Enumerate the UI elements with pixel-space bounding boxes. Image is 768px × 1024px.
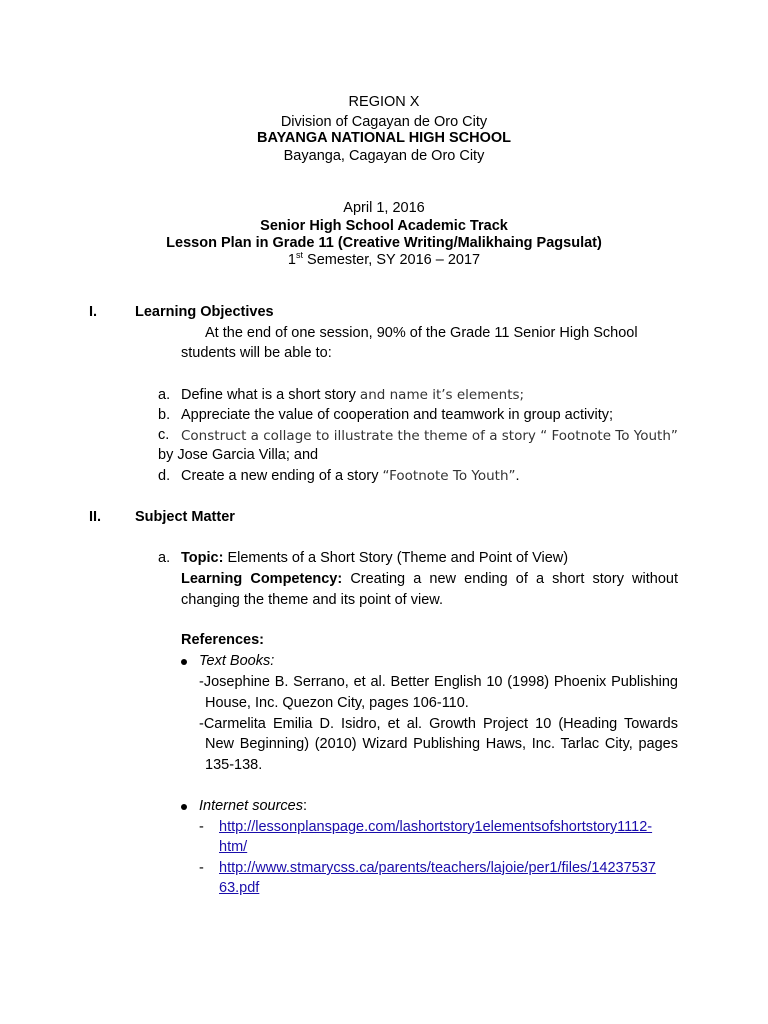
lesson-plan-title: Lesson Plan in Grade 11 (Creative Writing/Malikhaing Pagsulat): [166, 235, 602, 251]
objective-c: Construct a collage to illustrate the theme of a story “ Footnote To Youth”: [181, 428, 678, 444]
link2-dash: -: [199, 860, 204, 876]
objective-letter-a: a.: [158, 387, 171, 403]
topic-letter: a.: [158, 550, 171, 566]
school-address: Bayanga, Cagayan de Oro City: [283, 148, 485, 164]
objective-letter-b: b.: [158, 407, 171, 423]
objectives-intro-line2: students will be able to:: [181, 345, 332, 361]
objectives-intro-line1: At the end of one session, 90% of the Grade 11 Senior High School: [205, 325, 638, 341]
book1-line1: -Josephine B. Serrano, et al. Better English 10 (1998) Phoenix Publishing: [199, 674, 678, 690]
book1-line2: House, Inc. Quezon City, pages 106-110.: [205, 695, 469, 711]
competency-line2: changing the theme and its point of view.: [181, 592, 443, 608]
section-numeral-1: I.: [89, 304, 98, 320]
objective-a: Define what is a short story and name it’s elements;: [181, 387, 525, 403]
lesson-date: April 1, 2016: [343, 200, 425, 216]
section-numeral-2: II.: [89, 509, 102, 525]
textbooks-label: Text Books:: [199, 653, 275, 669]
book2-line1: -Carmelita Emilia D. Isidro, et al. Growth Project 10 (Heading Towards: [199, 716, 678, 732]
section-title-objectives: Learning Objectives: [135, 304, 274, 320]
internet-link-2-cont[interactable]: 63.pdf: [219, 880, 260, 896]
region-heading: REGION X: [348, 94, 420, 110]
objective-d: Create a new ending of a story “Footnote To Youth”.: [181, 468, 520, 484]
objective-c-continued: by Jose Garcia Villa; and: [158, 447, 319, 463]
internet-link-1-cont[interactable]: htm/: [219, 839, 248, 855]
objective-letter-c: c.: [158, 427, 170, 443]
topic-line: Topic: Elements of a Short Story (Theme and Point of View): [181, 550, 569, 566]
internet-link-2[interactable]: http://www.stmarycss.ca/parents/teachers/lajoie/per1/files/14237537: [219, 860, 656, 876]
semester-line: [0, 250, 768, 270]
references-label: References:: [181, 632, 265, 648]
track-title: Senior High School Academic Track: [260, 218, 508, 234]
division-heading: Division of Cagayan de Oro City: [280, 114, 488, 130]
objective-b: Appreciate the value of cooperation and teamwork in group activity;: [181, 407, 614, 423]
book2-line2: New Beginning) (2010) Wizard Publishing Haws, Inc. Tarlac City, pages: [205, 736, 678, 752]
internet-link-1[interactable]: http://lessonplanspage.com/lashortstory1elementsofshortstory1112-: [219, 819, 653, 835]
link1-dash: -: [199, 819, 204, 835]
book2-line3: 135-138.: [205, 757, 263, 773]
bullet-icon: [181, 659, 187, 665]
semester-text: Semester, SY 2016 – 2017: [303, 252, 481, 268]
section-title-subject-matter: Subject Matter: [135, 509, 235, 525]
school-name: BAYANGA NATIONAL HIGH SCHOOL: [256, 130, 512, 146]
semester-ordinal: st: [295, 250, 303, 261]
bullet-icon: [181, 804, 187, 810]
semester-number: 1: [287, 252, 296, 268]
internet-sources-label: Internet sources:: [199, 798, 308, 814]
objective-letter-d: d.: [158, 468, 171, 484]
competency-line1: Learning Competency: Creating a new ending of a short story without: [181, 571, 679, 587]
